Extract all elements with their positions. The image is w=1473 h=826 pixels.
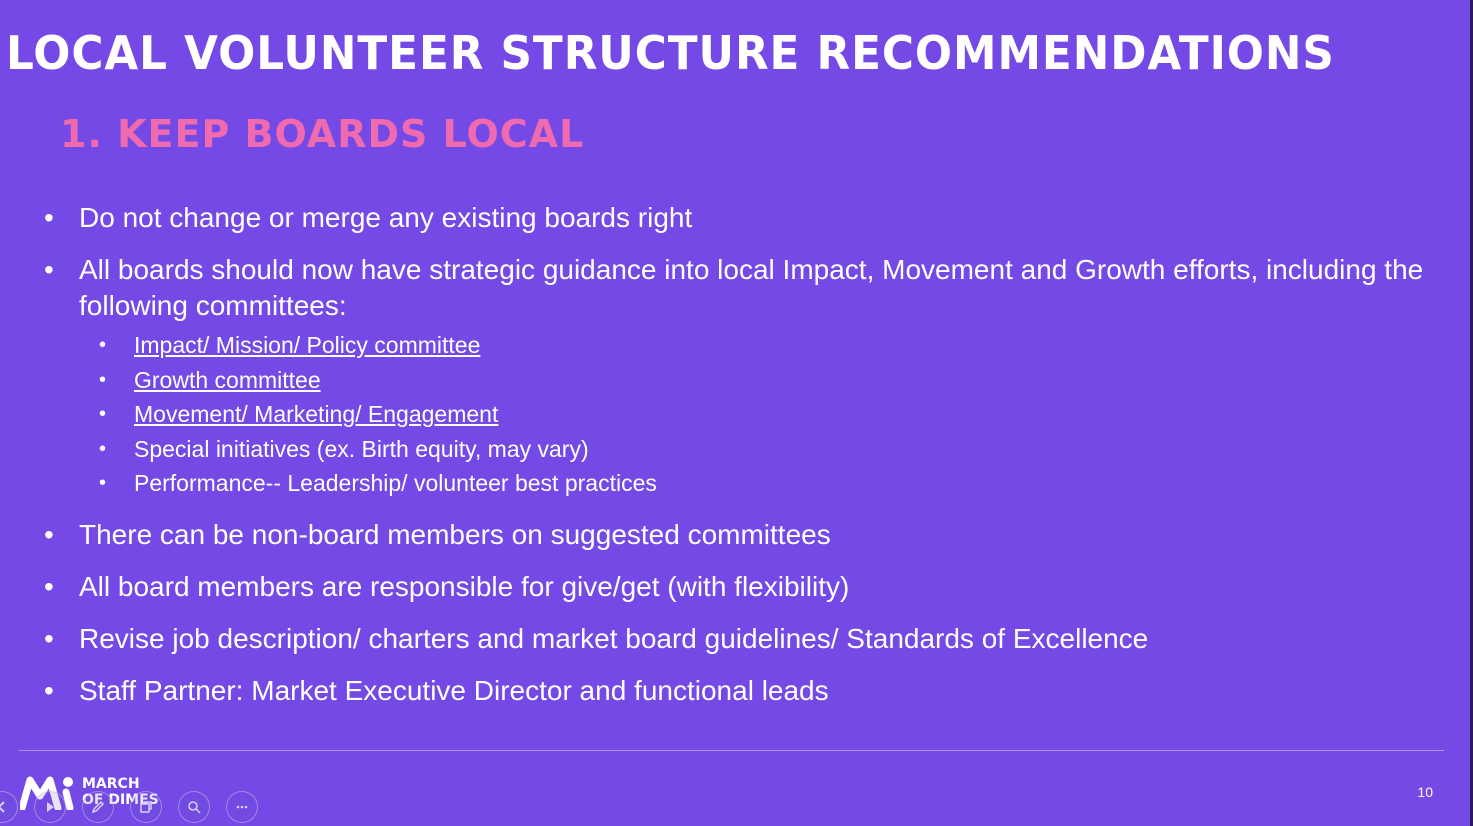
bullet-dot: • <box>44 518 54 550</box>
bullet-text: All board members are responsible for give/get (with flexibility) <box>79 570 850 602</box>
zoom-button[interactable] <box>178 791 210 823</box>
slide-title: LOCAL VOLUNTEER STRUCTURE RECOMMENDATIONS <box>6 26 1335 80</box>
bullet-dot: • <box>44 202 54 233</box>
bullet-list <box>44 200 1434 725</box>
committee-text-special: Special initiatives (ex. Birth equity, may vary) <box>134 435 589 462</box>
bullet-text: All boards should now have strategic guidance into local Impact, Movement and Growth efforts, including the following committees: <box>79 254 1424 321</box>
committee-text-performance: Performance-- Leadership/ volunteer best practices <box>134 470 657 496</box>
presentation-controls <box>0 791 258 823</box>
committee-item[interactable] <box>99 328 1434 363</box>
committee-item <box>99 432 1434 467</box>
bullet-dot: • <box>44 674 54 706</box>
logo-line-2: OF DIMES <box>82 792 159 808</box>
bullet-item <box>44 517 1434 553</box>
bullet-text: Revise job description/ charters and market board guidelines/ Standards of Excellence <box>79 622 1149 654</box>
bullet-dot: • <box>44 254 54 285</box>
committee-item <box>99 466 1434 501</box>
bullet-item <box>44 200 1434 236</box>
bullet-text: There can be non-board members on suggested committees <box>79 518 831 550</box>
slides-icon <box>139 800 153 814</box>
committee-link-movement[interactable]: Movement/ Marketing/ Engagement <box>134 401 499 427</box>
page-number: 10 <box>1417 784 1433 800</box>
committee-item[interactable] <box>99 363 1434 398</box>
sub-bullet-dot: • <box>99 368 107 391</box>
all-slides-button[interactable] <box>130 791 162 823</box>
bullet-item <box>44 673 1434 709</box>
bullet-item <box>44 569 1434 605</box>
committee-list <box>99 328 1434 501</box>
bullet-item <box>44 252 1434 501</box>
committee-item[interactable] <box>99 397 1434 432</box>
bullet-text: Staff Partner: Market Executive Director and functional leads <box>79 674 829 706</box>
footer-divider <box>19 750 1444 751</box>
previous-icon <box>0 800 9 814</box>
zoom-icon <box>187 800 201 814</box>
logo-line-1: MARCH <box>82 776 140 792</box>
sub-bullet-dot: • <box>99 472 107 494</box>
play-icon <box>43 800 57 814</box>
bullet-dot: • <box>44 622 54 654</box>
bullet-text: Do not change or merge any existing boards right <box>79 202 693 233</box>
more-icon <box>235 800 249 814</box>
more-options-button[interactable] <box>226 791 258 823</box>
bullet-dot: • <box>44 570 54 602</box>
bullet-item <box>44 621 1434 657</box>
slide-subtitle: 1. KEEP BOARDS LOCAL <box>60 112 585 156</box>
committee-link-impact[interactable]: Impact/ Mission/ Policy committee <box>134 332 481 358</box>
pen-icon <box>91 800 105 814</box>
sub-bullet-dot: • <box>99 334 107 356</box>
sub-bullet-dot: • <box>99 403 107 425</box>
previous-slide-button[interactable] <box>0 791 18 823</box>
pen-tool-button[interactable] <box>82 791 114 823</box>
committee-link-growth[interactable]: Growth committee <box>134 366 321 393</box>
sub-bullet-dot: • <box>99 437 107 460</box>
next-slide-button[interactable] <box>34 791 66 823</box>
